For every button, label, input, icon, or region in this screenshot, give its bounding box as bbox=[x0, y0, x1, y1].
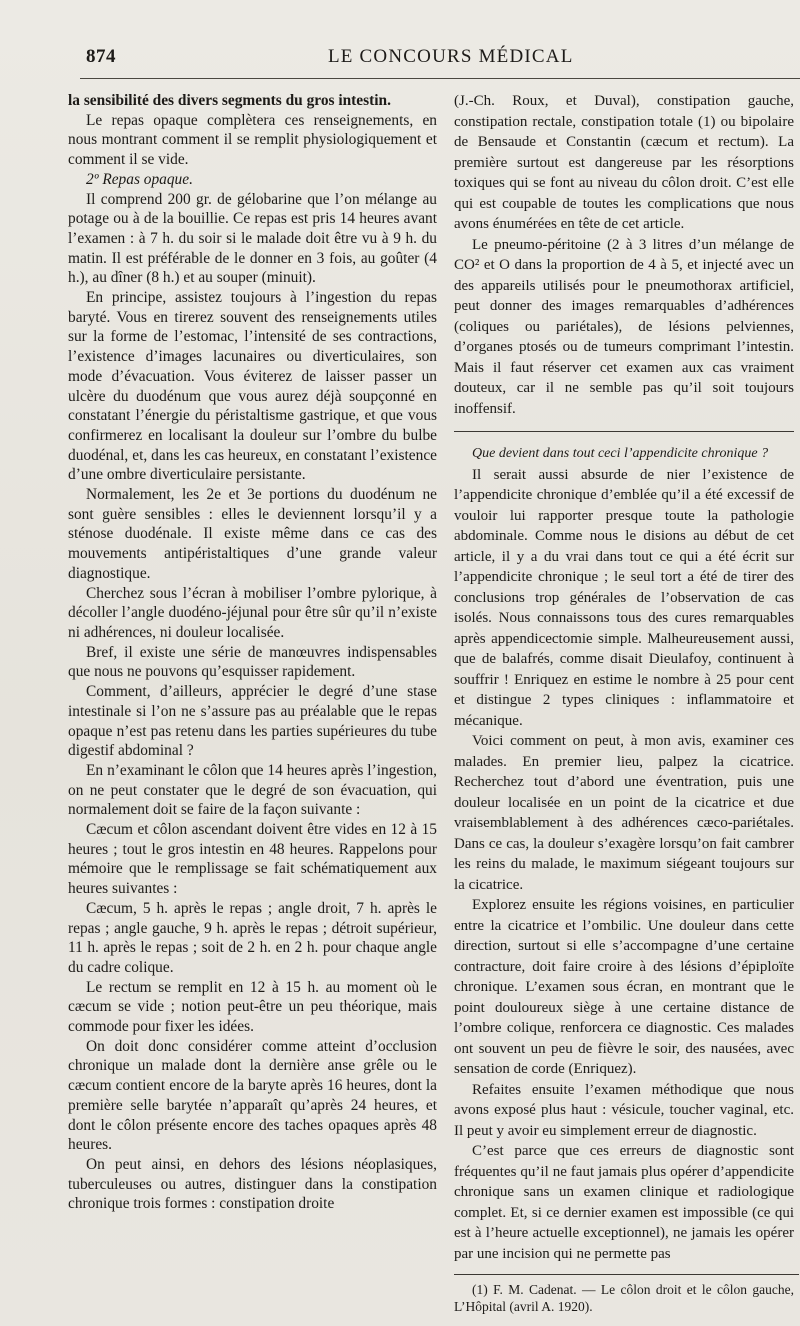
paragraph: Explorez ensuite les régions voisines, en particulier entre la cicatrice et l’ombilic. Une douleur dans cette direction, surtout si elle s’accompagne d’une certaine contracture, doit faire croire à des lésions d’épiploïte chronique. L’examen sous écran, en montrant que le point douloureux siège à une certaine distance de l’ombre colique, renforcera ce diagnostic. Ces malades ont souvent un peu de fièvre le soir, des nausées, avec sensation de corde (Enriquez). bbox=[454, 897, 794, 1077]
paragraph: Refaites ensuite l’examen méthodique que nous avons exposé plus haut : vésicule, toucher vaginal, etc. Il peut y avoir eu simplement erreur de diagnostic. bbox=[454, 1081, 794, 1139]
paragraph: Cæcum et côlon ascendant doivent être vides en 12 à 15 heures ; tout le gros intestin en 48 heures. Rappelons pour mémoire que le remplissage se fait schématiquement aux heures suivantes : bbox=[68, 821, 437, 898]
right-column bbox=[454, 91, 794, 1315]
section-heading: 2º Repas opaque. bbox=[86, 170, 193, 188]
paragraph: Cherchez sous l’écran à mobiliser l’ombre pylorique, à décoller l’angle duodéno-jéjunal pour être sûr qu’il n’existe ni adhérences, ni douleur localisée. bbox=[68, 584, 437, 641]
header-rule bbox=[80, 78, 800, 79]
paragraph: Le rectum se remplit en 12 à 15 h. au moment où le cæcum se vide ; notion peut-être un peu théorique, mais commode pour fixer les idées. bbox=[68, 978, 437, 1036]
paragraph: On peut ainsi, en dehors des lésions néoplasiques, tuberculeuses ou autres, distinguer dans la constipation chronique trois formes : constipation droite bbox=[68, 1155, 437, 1213]
paragraph: Il comprend 200 gr. de gélobarine que l’on mélange au potage ou à de la bouillie. Ce repas est pris 14 heures avant l’examen : à 7 h. du soir si le malade doit être vu à 9 h. du matin. Il est préférable de le donner en 3 fois, au goûter (4 h.), au dîner (8 h.) et au souper (minuit). bbox=[68, 190, 437, 287]
section-question: Que devient dans tout ceci l’appendicite chronique ? bbox=[472, 446, 769, 461]
paragraph: la sensibilité des divers segments du gros intestin. bbox=[68, 92, 391, 109]
left-column bbox=[68, 91, 437, 1214]
paragraph: On doit donc considérer comme atteint d’occlusion chronique un malade dont la dernière anse grêle ou le cæcum contient encore de la baryte après 16 heures, dont la première selle barytée n’apparaît qu’après 24 heures, et dont le côlon présente encore des taches opaques après 48 heures. bbox=[68, 1037, 437, 1154]
footnote: (1) F. M. Cadenat. — Le côlon droit et le côlon gauche, L’Hôpital (avril A. 1920). bbox=[454, 1282, 794, 1314]
paragraph: Normalement, les 2e et 3e portions du duodénum ne sont guère sensibles : elles le deviennent lorsqu’il y a sténose duodénale. Il existe même dans ce cas des mouvements antipéristaltiques d’une grande valeur diagnostique. bbox=[68, 486, 437, 582]
paragraph: En n’examinant le côlon que 14 heures après l’ingestion, on ne peut constater que le degré de son évacuation, qui normalement doit se faire de la façon suivante : bbox=[68, 761, 437, 819]
paragraph: C’est parce que ces erreurs de diagnostic sont fréquentes qu’il ne faut jamais plus opérer d’appendicite chronique sans un examen clinique et radiologique complet. Et, si ce dernier examen est impossible (ce qui est à l’heure actuelle exceptionnel), ne jamais les opérer par une incision qui ne permette pas bbox=[454, 1143, 794, 1262]
running-head: LE CONCOURS MÉDICAL bbox=[328, 46, 574, 67]
section-divider bbox=[454, 431, 794, 432]
paragraph: Il serait aussi absurde de nier l’existence de l’appendicite chronique d’emblée qu’il a été excessif de vouloir lui rapporter presque toute la pathologie abdominale. Comme nous le disions au début de cet article, il y a du vrai dans tout ce qui a été écrit sur l’appendicite chronique ; le seul tort a été de tirer des conclusions trop générales de l’observation de cas isolés. Nous connaissons tous des cures remarquables après appendicectomie simple. Malheureusement aussi, que de balafrés, comme disait Dieulafoy, continuent à souffrir ! Enriquez en estime le nombre à 25 pour cent et distingue 2 types cliniques : inflammatoire et mécanique. bbox=[454, 466, 794, 729]
paragraph: Le repas opaque complètera ces renseignements, en nous montrant comment il se remplit physiologiquement et comment il se vide. bbox=[68, 111, 437, 169]
footnote-rule bbox=[454, 1274, 799, 1275]
paragraph: Cæcum, 5 h. après le repas ; angle droit, 7 h. après le repas ; angle gauche, 9 h. après le repas ; détroit supérieur, 11 h. après le repas ; soit de 2 h. en 2 h. pour chaque angle du cadre colique. bbox=[68, 899, 437, 976]
page-header bbox=[0, 46, 800, 70]
paragraph: Le pneumo-péritoine (2 à 3 litres d’un mélange de CO² et O dans la proportion de 4 à 5, et injecté avec un des appareils utilisés pour le pneumothorax artificiel, peut donner des images remarquables d’adhérences (coliques ou pariétales), de lésions pelviennes, d’organes ptosés ou de tumeurs comprimant l’intestin. Mais il faut réserver cet examen aux cas vraiment douteux, car il ne semble pas qu’il soit toujours inoffensif. bbox=[454, 236, 794, 417]
paragraph: Comment, d’ailleurs, apprécier le degré d’une stase intestinale si l’on ne s’assure pas au préalable que le repas opaque n’est pas retenu dans les parties supérieures du tube digestif abdominal ? bbox=[68, 683, 437, 760]
paragraph: Voici comment on peut, à mon avis, examiner ces malades. En premier lieu, palpez la cicatrice. Recherchez tout d’abord une éventration, puis une douleur localisée en un point de la cicatrice et due vraisemblablement à des adhérences cæco-pariétales. Dans ce cas, la douleur s’exagère lorsqu’on fait cambrer les reins du malade, le maximum siégeant toujours sur la cicatrice. bbox=[454, 733, 794, 893]
page-number: 874 bbox=[86, 46, 116, 67]
paragraph: (J.-Ch. Roux, et Duval), constipation gauche, constipation rectale, constipation totale (1) ou bipolaire de Bensaude et Constantin (cæcum et rectum). La première surtout est dangereuse par les résorptions toxiques qui se font au niveau du côlon droit. C’est elle qui est coupable de toutes les complications que nous avons énumérées en tête de cet article. bbox=[454, 93, 794, 232]
paragraph: Bref, il existe une série de manœuvres indispensables que nous ne pouvons qu’esquisser rapidement. bbox=[68, 643, 437, 681]
paragraph: En principe, assistez toujours à l’ingestion du repas baryté. Vous en tirerez souvent des renseignements utiles sur la forme de l’estomac, l’intensité de ses contractions, l’existence d’images lacunaires ou diverticulaires, son mode d’évacuation. Vous éviterez de laisser passer un ulcère du duodénum que vous aurez déjà soupçonné en constatant l’énergie du péristaltisme gastrique, et que vous confirmerez en localisant la douleur sur l’ombre du bulbe duodénal, et, dans les cas heureux, en constatant l’existence d’une ombre diverticulaire persistante. bbox=[68, 289, 437, 484]
